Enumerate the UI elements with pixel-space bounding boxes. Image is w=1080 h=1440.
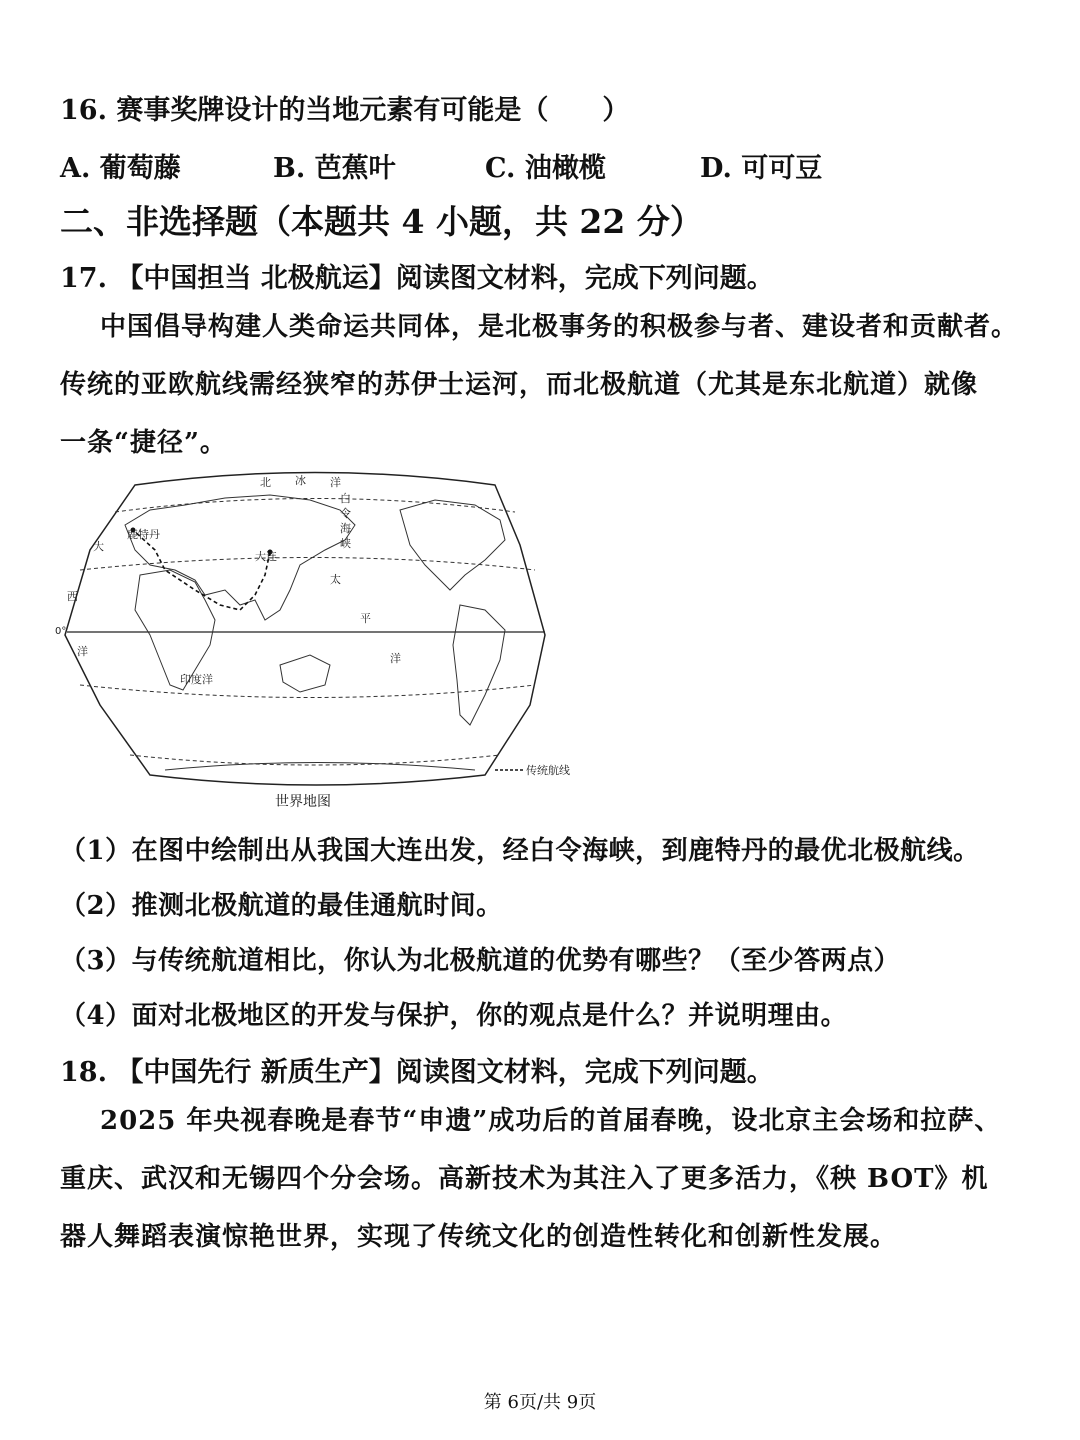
q17-sub-1: （1）在图中绘制出从我国大连出发，经白令海峡，到鹿特丹的最优北极航线。	[60, 836, 980, 866]
q17-sub-2: （2）推测北极航道的最佳通航时间。	[60, 891, 503, 921]
q16-option-d: D. 可可豆	[700, 153, 823, 184]
north-america-landmass	[400, 500, 505, 590]
dalian-label: 大连	[255, 550, 277, 563]
q16-stem: 16. 赛事奖牌设计的当地元素有可能是（ ）	[60, 95, 630, 126]
latitude-line	[115, 499, 515, 513]
map-frame	[65, 473, 545, 786]
bering-strait-label-4: 峡	[340, 537, 351, 550]
pacific-ocean-label-2: 平	[360, 612, 371, 625]
world-map-figure	[55, 470, 575, 815]
south-america-landmass	[453, 605, 505, 725]
q18-para-line-1: 2025 年央视春晚是春节“申遗”成功后的首届春晚，设北京主会场和拉萨、	[100, 1106, 1002, 1136]
q17-para-line-2: 传统的亚欧航线需经狭窄的苏伊士运河，而北极航道（尤其是东北航道）就像	[60, 370, 979, 400]
q18-paragraph	[60, 1092, 1025, 1266]
latitude-line	[80, 685, 535, 698]
section-heading: 二、非选择题（本题共 4 小题，共 22 分）	[60, 202, 703, 241]
antarctica-coast	[165, 763, 475, 771]
equator-label: 0°	[55, 626, 67, 637]
latitude-line	[130, 755, 500, 765]
bering-strait-label-2: 令	[340, 507, 351, 520]
q18-para-line-3: 器人舞蹈表演惊艳世界，实现了传统文化的创造性转化和创新性发展。	[60, 1222, 898, 1252]
q17-stem: 17. 【中国担当 北极航运】阅读图文材料，完成下列问题。	[60, 263, 774, 294]
q18-stem: 18. 【中国先行 新质生产】阅读图文材料，完成下列问题。	[60, 1057, 774, 1088]
traditional-route	[133, 530, 270, 610]
rotterdam-label: 鹿特丹	[127, 528, 160, 541]
q17-sub-3: （3）与传统航道相比，你认为北极航道的优势有哪些？（至少答两点）	[60, 946, 901, 976]
arctic-ocean-label-2: 冰	[295, 474, 306, 487]
map-caption: 世界地图	[275, 794, 331, 810]
atlantic-ocean-label-1: 大	[93, 540, 104, 553]
pacific-ocean-label-3: 洋	[390, 652, 401, 665]
q16-option-b: B. 芭蕉叶	[273, 153, 396, 184]
pacific-ocean-label-1: 太	[330, 573, 341, 586]
q16-option-c: C. 油橄榄	[485, 153, 606, 184]
atlantic-ocean-label-3: 洋	[77, 645, 88, 658]
q17-para-line-3: 一条“捷径”。	[60, 428, 227, 458]
bering-strait-label-3: 海	[340, 522, 351, 535]
q17-para-line-1: 中国倡导构建人类命运共同体，是北极事务的积极参与者、建设者和贡献者。	[100, 312, 1019, 342]
legend-label: 传统航线	[526, 764, 570, 777]
arctic-ocean-label-3: 洋	[330, 476, 341, 489]
q17-sub-4: （4）面对北极地区的开发与保护，你的观点是什么？并说明理由。	[60, 1001, 848, 1031]
q16-option-a: A. 葡萄藤	[60, 153, 181, 184]
q17-paragraph	[60, 298, 1025, 472]
atlantic-ocean-label-2: 西	[67, 590, 78, 603]
arctic-ocean-label-1: 北	[260, 476, 271, 489]
indian-ocean-label: 印度洋	[180, 673, 213, 686]
africa-landmass	[135, 570, 215, 690]
world-map	[55, 470, 575, 815]
page-footer: 第 6页/共 9页	[483, 1392, 597, 1413]
bering-strait-label-1: 白	[340, 492, 351, 505]
australia-landmass	[280, 655, 330, 692]
q18-para-line-2: 重庆、武汉和无锡四个分会场。高新技术为其注入了更多活力，《秧 BOT》机	[60, 1164, 989, 1194]
